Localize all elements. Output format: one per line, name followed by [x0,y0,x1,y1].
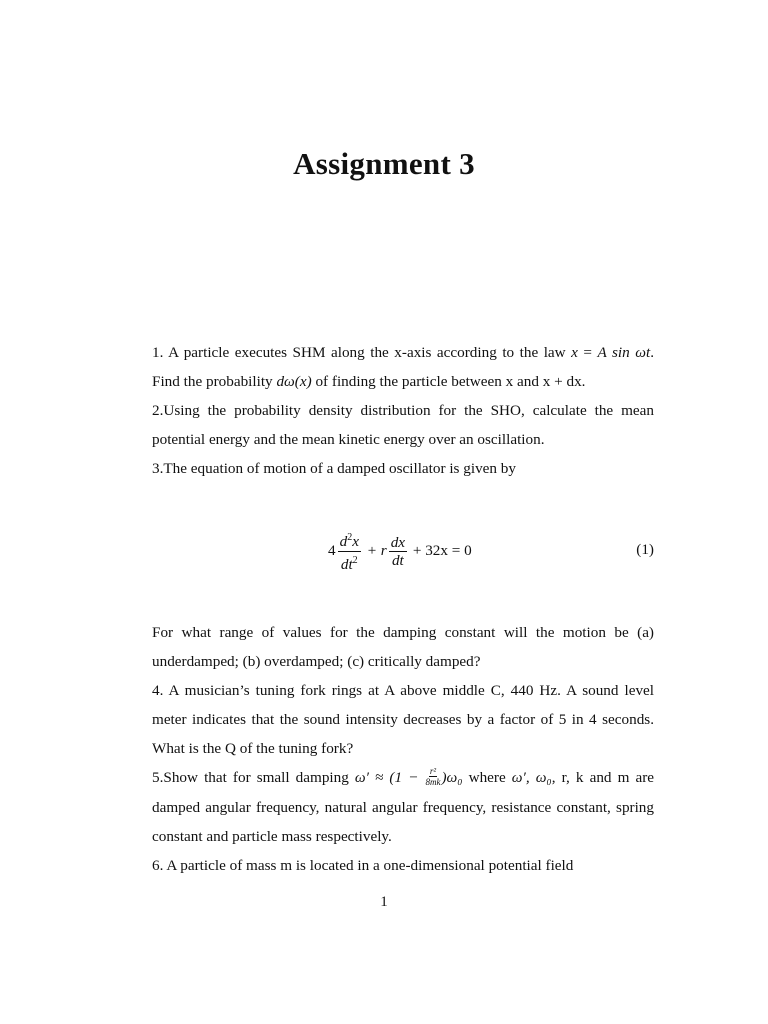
q5-vars: ω′, ω₀ [511,769,552,787]
q1-equals: = [577,344,598,361]
q5-omega-tail: )ω₀ [441,769,463,787]
equation-body [328,531,472,571]
q1-var-x: x [571,344,578,361]
question-4: 4. A musician’s tuning fork rings at A above middle C, 440 Hz. A sound level meter indicates that the sound intensity decreases by a factor of 5 in 4 seconds. What is the Q of the tuning fork? [152,682,654,758]
eq-num1-var: x [352,533,359,551]
q5-text-c: , r, k and m are damped angular frequency, natural angular frequency, resistance constant, spring constant and particle mass respectively. [152,769,654,845]
eq-num1-sup: 2 [347,532,353,544]
eq-den2: dt [391,551,404,569]
equation-number: (1) [636,541,654,558]
equation-1 [152,531,654,571]
eq-coefficient: 4 [328,542,336,559]
eq-tail: + 32x = 0 [409,542,472,559]
document-title: Assignment 3 [293,146,475,181]
eq-plus-r: + r [362,542,387,559]
page-number: 1 [380,894,388,910]
q5-omega-approx: ω′ ≈ (1 − [354,769,425,787]
eq-num2: dx [390,533,406,551]
question-3: 3.The equation of motion of a damped oscillator is given by [152,460,516,478]
q1-text-c: of finding the particle between x and x + dx. [311,373,586,391]
questions-block-2 [152,618,654,880]
question-5 [152,763,654,850]
question-3-continued: For what range of values for the damping constant will the motion be (a) underdamped; (b) overdamped; (c) critically damped? [152,624,654,671]
q1-law-rhs: A sin ωt [597,344,651,361]
q1-probability: dω(x) [276,373,312,391]
question-6: 6. A particle of mass m is located in a one-dimensional potential field [152,856,574,874]
q5-fraction [425,766,440,787]
q1-text-b: . Find the probability [152,344,654,391]
eq-num1-d: d [339,533,348,551]
question-1 [152,338,654,396]
eq-fraction-second-derivative [338,529,361,572]
q5-frac-den: 8mk [425,777,441,788]
q5-text-b: where [462,769,512,787]
questions-block-1 [152,338,654,483]
eq-den1: dt [340,555,353,573]
eq-den1-sup: 2 [352,554,358,566]
q5-text-a: 5.Show that for small damping [152,769,355,787]
q5-frac-num: r² [429,766,437,777]
q1-text-a: 1. A particle executes SHM along the x-axis according to the law [152,344,572,361]
eq-fraction-first-derivative [389,534,407,569]
question-2: 2.Using the probability density distribution for the SHO, calculate the mean potential energy and the mean kinetic energy over an oscillation. [152,402,654,449]
